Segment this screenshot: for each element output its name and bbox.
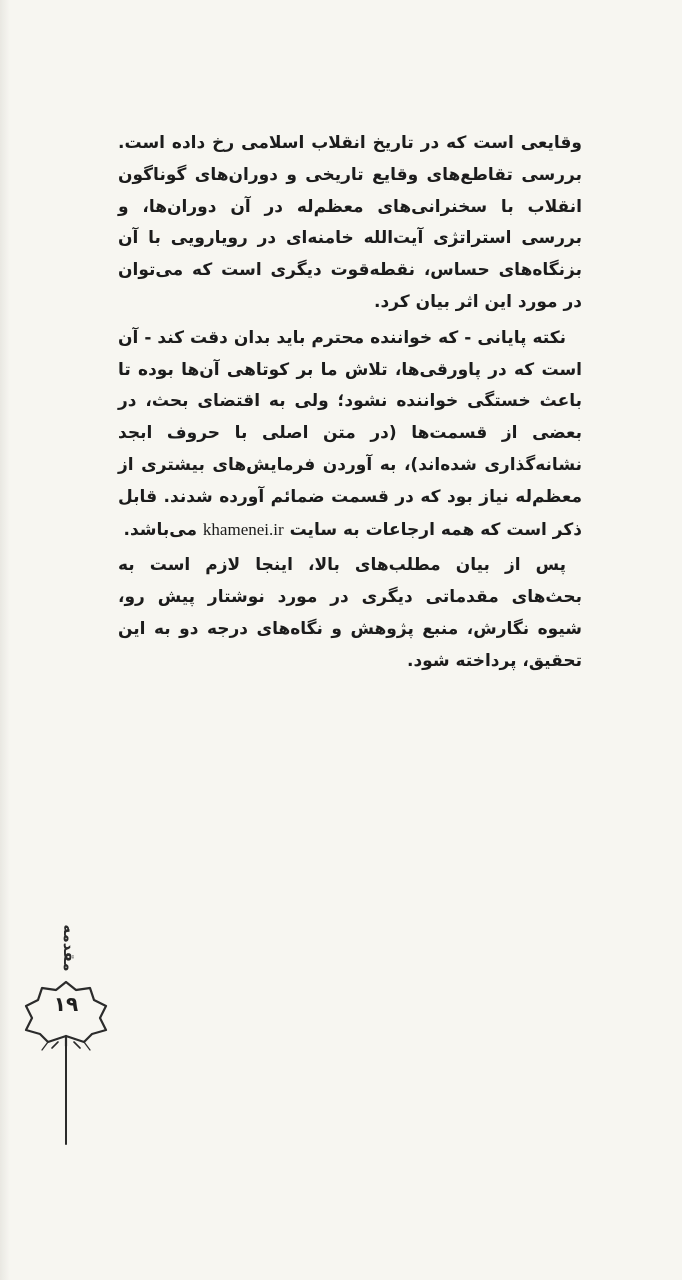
section-label: مقدمه (60, 924, 78, 972)
page-number: ۱۹ (53, 992, 79, 1016)
paragraph-3: پس از بیان مطلب‌های بالا، اینجا لازم است به بحث‌های مقدماتی دیگری در مورد نوشتار پیش رو، شیوه نگارش، منبع پژوهش و نگاه‌های درجه دو به این تحقیق، پرداخته شود. (118, 555, 582, 671)
paragraph-2-text: نکته پایانی - که خواننده محترم باید بدان دقت کند - آن است که در پاورقی‌ها، تلاش ما بر کوتاهی آن‌ها بوده تا باعث خستگی خواننده نشود؛ ولی به اقتضای بحث، در بعضی از قسمت‌ها (در متن اصلی با حروف ابجد نشانه‌گذاری شده‌اند)، به آوردن فرمایش‌های بیشتری از معظم‌له نیاز بود که در قسمت ضمائم آورده شدند. قابل ذکر است که همه ارجاعات به سایت (118, 327, 582, 540)
page-edge-shadow (0, 0, 10, 1280)
paragraph-2 (118, 323, 582, 547)
body-text (118, 128, 582, 682)
site-name: khamenei.ir (202, 519, 284, 539)
paragraph-1: وقایعی است که در تاریخ انقلاب اسلامی رخ داده است. بررسی تقاطع‌های وقایع تاریخی و دوران‌های گوناگون انقلاب با سخنرانی‌های معظم‌له در آن دوران‌ها، و بررسی استراتژی آیت‌الله خامنه‌ای در رویارویی با آن بزنگاه‌های حساس، نقطه‌قوت دیگری است که می‌توان در مورد این اثر بیان کرد. (118, 133, 582, 312)
site-suffix: می‌باشد. (123, 519, 197, 540)
